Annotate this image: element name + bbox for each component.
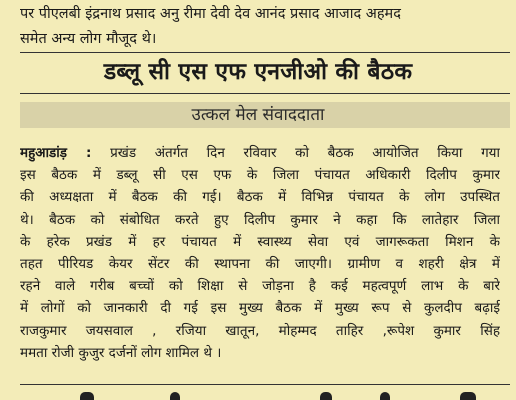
body-line: ममता रोजी कुजुर दर्जनों लोग शामिल थे । [20, 344, 222, 361]
cutoff-glyph [460, 392, 476, 400]
cutoff-glyph [170, 392, 180, 400]
cutoff-glyph [80, 392, 94, 400]
headline-divider [20, 93, 510, 94]
body-line: के हरेक प्रखंड में हर पंचायत में स्वास्थ्य सेवा एवं जागरूकता मिशन के [20, 233, 500, 250]
body-line: रहने वाले गरीब बच्चों को शिक्षा से जोड़ना है कई महत्वपूर्ण लाभ के बारे [20, 278, 500, 295]
body-line: में लोगों को जानकारी दी गई इस मुख्य बैठक में मुख्य रूप से कुलदीप बढ़ाई [20, 300, 500, 317]
article-byline: उत्कल मेल संवाददाता [191, 105, 325, 125]
article-body [20, 142, 500, 364]
article-dateline: महुआडांड़ : [20, 145, 92, 161]
body-line [20, 142, 500, 164]
body-line: की अध्यक्षता में बैठक की गई। बैठक में विभिन्न पंचायत के लोग उपस्थित [20, 189, 500, 206]
top-divider [20, 52, 510, 53]
previous-article-tail [20, 2, 510, 52]
body-line: राजकुमार जयसवाल , रजिया खातून, मोहम्मद ताहिर ,रूपेश कुमार सिंह [20, 322, 500, 339]
bottom-divider [20, 384, 510, 385]
body-line: तहत पीरियड केयर सेंटर की स्थापना की जाएगी। ग्रामीण व शहरी क्षेत्र में [20, 256, 500, 273]
body-line: थे। बैठक को संबोधित करते हुए दिलीप कुमार ने कहा कि लातेहार जिला [20, 211, 500, 228]
cutoff-glyph [380, 392, 390, 400]
previous-article-line: समेत अन्य लोग मौजूद थे। [20, 31, 157, 47]
article-headline: डब्लू सी एस एफ एनजीओ की बैठक [103, 59, 413, 85]
previous-article-line: पर पीएलबी इंद्रनाथ प्रसाद अनु रीमा देवी देव आनंद प्रसाद आजाद अहमद [20, 6, 401, 22]
body-line-text: प्रखंड अंतर्गत दिन रविवार को बैठक आयोजित किया गया [91, 145, 500, 161]
next-article-cutoff [20, 386, 510, 400]
body-line: इस बैठक में डब्लू सी एस एफ के जिला पंचायत अधिकारी दिलीप कुमार [20, 167, 500, 184]
cutoff-glyph [320, 392, 332, 400]
